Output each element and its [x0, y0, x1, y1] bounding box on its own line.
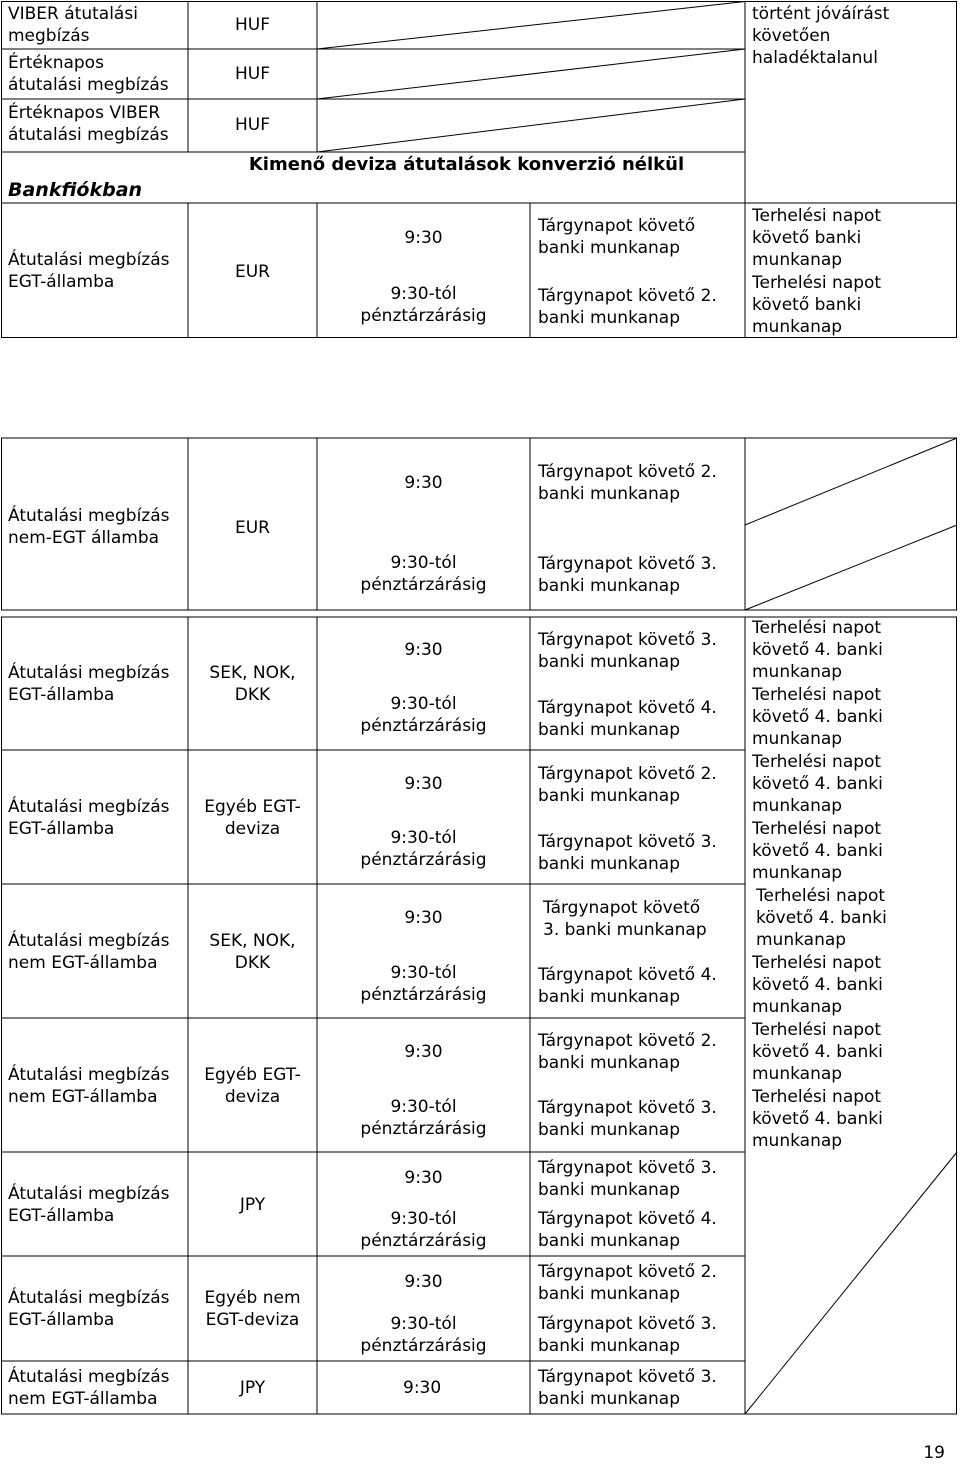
- cutoff-time: 9:30: [404, 774, 443, 794]
- currency-huf: HUF: [234, 64, 270, 84]
- credit-date: Terhelési napot követő 4. banki munkanap: [752, 953, 883, 1017]
- currency: JPY: [239, 1378, 266, 1398]
- cutoff-time: 9:30: [404, 1168, 443, 1188]
- currency: SEK, NOK, DKK: [209, 663, 296, 705]
- currency-eur: EUR: [235, 262, 270, 282]
- value-date: Tárgynapot követő 2. banki munkanap: [538, 764, 717, 806]
- value-date: Tárgynapot követő banki munkanap: [538, 216, 696, 258]
- credit-date: Terhelési napot követő banki munkanap: [752, 273, 882, 337]
- row-label-viber: VIBER átutalási megbízás: [8, 4, 138, 46]
- row-label: Átutalási megbízás EGT-államba: [8, 1288, 170, 1330]
- cutoff-time: 9:30: [403, 1378, 442, 1398]
- credit-date: Terhelési napot követő 4. banki munkanap: [752, 618, 883, 682]
- credit-date: Terhelési napot követő 4. banki munkanap: [752, 1020, 883, 1084]
- cutoff-time: 9:30: [404, 1042, 443, 1062]
- row-label: Átutalási megbízás nem EGT-államba: [8, 1065, 170, 1107]
- value-date: Tárgynapot követő 3. banki munkanap: [538, 832, 717, 874]
- cutoff-time-range: 9:30-tól pénztárzárásig: [360, 553, 487, 595]
- row-label: Átutalási megbízás EGT-államba: [8, 1184, 170, 1226]
- value-date: Tárgynapot követő 3. banki munkanap: [538, 1158, 717, 1200]
- credit-date: Terhelési napot követő 4. banki munkanap: [752, 1087, 883, 1151]
- cutoff-time: 9:30: [404, 908, 443, 928]
- credit-date: Terhelési napot követő 4. banki munkanap: [752, 819, 883, 883]
- cutoff-time: 9:30: [404, 1272, 443, 1292]
- value-date: Tárgynapot követő 4. banki munkanap: [538, 1209, 717, 1251]
- value-date: Tárgynapot követő 2. banki munkanap: [538, 1262, 717, 1304]
- currency: Egyéb EGT- deviza: [204, 1065, 301, 1107]
- cutoff-time-range: 9:30-tól pénztárzárásig: [360, 963, 487, 1005]
- row-label: Átutalási megbízás EGT-államba: [8, 797, 170, 839]
- currency: Egyéb EGT- deviza: [204, 797, 301, 839]
- value-date: Tárgynapot követő 2. banki munkanap: [538, 286, 717, 328]
- credit-note: történt jóváírást követően haladéktalanul: [752, 4, 890, 68]
- value-date: Tárgynapot követő 3. banki munkanap: [543, 898, 707, 940]
- row-label: Átutalási megbízás nem EGT-államba: [8, 1367, 170, 1409]
- cutoff-time-range: 9:30-tól pénztárzárásig: [360, 694, 487, 736]
- credit-date: Terhelési napot követő 4. banki munkanap: [756, 886, 887, 950]
- credit-date: Terhelési napot követő 4. banki munkanap: [752, 752, 883, 816]
- value-date: Tárgynapot követő 2. banki munkanap: [538, 1031, 717, 1073]
- cutoff-time-range: 9:30-tól pénztárzárásig: [360, 1209, 487, 1251]
- currency: Egyéb nem EGT-deviza: [204, 1288, 301, 1330]
- value-date: Tárgynapot követő 3. banki munkanap: [538, 1098, 717, 1140]
- currency: SEK, NOK, DKK: [209, 931, 296, 973]
- value-date: Tárgynapot követő 3. banki munkanap: [538, 1314, 717, 1356]
- row-label: Átutalási megbízás nem EGT-államba: [8, 931, 170, 973]
- cutoff-time-range: 9:30-tól pénztárzárásig: [360, 828, 487, 870]
- currency: JPY: [239, 1195, 266, 1215]
- row-label: Átutalási megbízás EGT-államba: [8, 663, 170, 705]
- cutoff-time: 9:30: [404, 473, 443, 493]
- cutoff-time: 9:30: [404, 228, 443, 248]
- row-label-value-dated-viber: Értéknapos VIBER átutalási megbízás: [8, 103, 169, 145]
- cutoff-time-range: 9:30-tól pénztárzárásig: [360, 1097, 487, 1139]
- cutoff-time-range: 9:30-tól pénztárzárásig: [360, 284, 487, 326]
- section-heading: Kimenő deviza átutalások konverzió nélkül: [248, 154, 685, 175]
- value-date: Tárgynapot követő 3. banki munkanap: [538, 630, 717, 672]
- currency-huf: HUF: [234, 115, 270, 135]
- cutoff-time: 9:30: [404, 640, 443, 660]
- credit-date: Terhelési napot követő 4. banki munkanap: [752, 685, 883, 749]
- credit-date: Terhelési napot követő banki munkanap: [752, 206, 882, 270]
- row-label-egt: Átutalási megbízás EGT-államba: [8, 250, 170, 292]
- cutoff-time-range: 9:30-tól pénztárzárásig: [360, 1314, 487, 1356]
- branch-heading: Bankfiókban: [8, 179, 143, 201]
- currency-huf: HUF: [234, 15, 270, 35]
- page-number: 19: [923, 1443, 945, 1463]
- value-date: Tárgynapot követő 4. banki munkanap: [538, 698, 717, 740]
- row-label-nonegt: Átutalási megbízás nem-EGT államba: [8, 506, 170, 548]
- currency-eur: EUR: [235, 518, 270, 538]
- row-label-value-dated: Értéknapos átutalási megbízás: [8, 53, 169, 95]
- value-date: Tárgynapot követő 3. banki munkanap: [538, 1367, 717, 1409]
- value-date: Tárgynapot követő 3. banki munkanap: [538, 554, 717, 596]
- value-date: Tárgynapot követő 4. banki munkanap: [538, 965, 717, 1007]
- value-date: Tárgynapot követő 2. banki munkanap: [538, 462, 717, 504]
